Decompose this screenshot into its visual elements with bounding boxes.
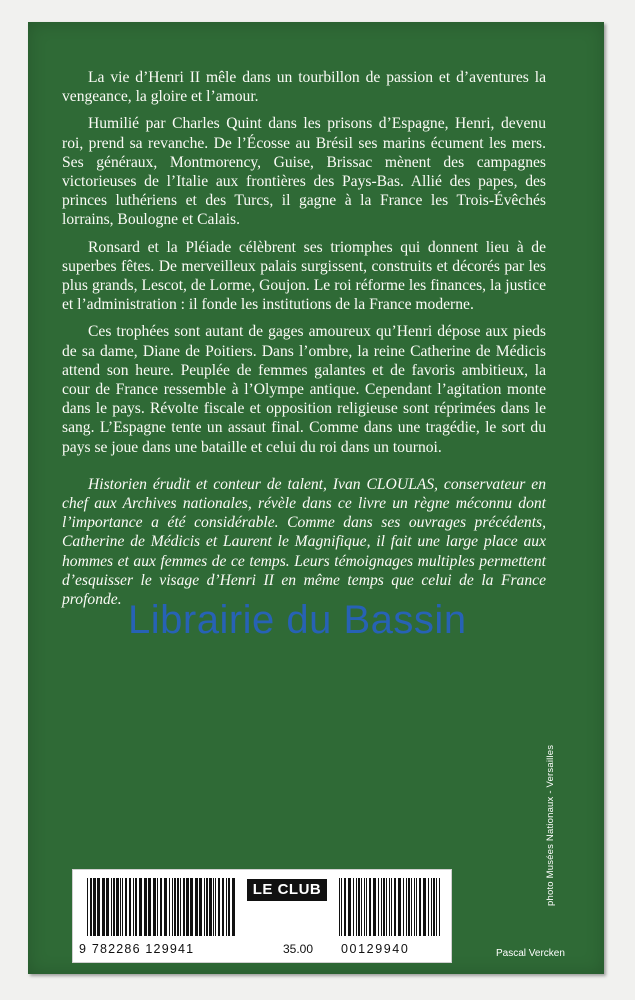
- barcode-bar: [433, 878, 435, 936]
- barcode-bar: [148, 878, 151, 936]
- isbn-number: 9 782286 129941: [79, 942, 195, 956]
- author-bio-block: [62, 475, 546, 609]
- barcode-bar: [428, 878, 429, 936]
- barcode-bar: [139, 878, 142, 936]
- barcode-bar: [232, 878, 235, 936]
- barcode-bar: [226, 878, 227, 936]
- barcode-bar: [358, 878, 360, 936]
- barcode-bar: [199, 878, 202, 936]
- photo-credit: photo Musées Nationaux - Versailles: [545, 744, 556, 906]
- barcode-bar: [116, 878, 119, 936]
- barcode-bar: [169, 878, 170, 936]
- barcode-bar: [394, 878, 396, 936]
- price: 35.00: [283, 942, 314, 956]
- barcode-bar: [378, 878, 379, 936]
- barcode-bar: [383, 878, 385, 936]
- barcode-bar: [416, 878, 417, 936]
- synopsis-paragraph-1: La vie d’Henri II mêle dans un tourbillon de passion et d’aventures la vengeance, la gloire et l’amour.: [62, 69, 546, 106]
- publisher-logo: LE CLUB: [247, 879, 327, 901]
- barcode-bar: [177, 878, 179, 936]
- synopsis-paragraph-4: Ces trophées sont autant de gages amoureux qu’Henri dépose aux pieds de sa dame, Diane de Poitiers. Dans l’ombre, la reine Catherine de Médicis attend son heure. Peuplée de femmes galantes et de favoris ambitieux, la cour de France ressemble à l’Olympe antique. Cependant l’agitation monte dans le pays. Révolte fiscale et opposition religieuse sont réprimées dans le sang. L’Espagne tente un assaut final. Comme dans une tragédie, le sort du pays se joue dans une bataille et celui du roi dans un tournoi.: [62, 323, 546, 456]
- barcode-bar: [106, 878, 109, 936]
- product-code-number: 00129940: [341, 942, 410, 956]
- barcode-bar: [206, 878, 208, 936]
- barcode-bar: [344, 878, 346, 936]
- product-code-barcode: [339, 878, 443, 936]
- barcode-bar: [153, 878, 156, 936]
- barcode-bar: [439, 878, 440, 936]
- barcode-bar: [186, 878, 189, 936]
- isbn-barcode: [87, 878, 235, 936]
- barcode-bar: [135, 878, 137, 936]
- barcode-bar: [341, 878, 342, 936]
- barcode-bar: [391, 878, 392, 936]
- barcode-bar: [406, 878, 407, 936]
- barcode-bar: [215, 878, 216, 936]
- barcode-bar: [398, 878, 401, 936]
- barcode-bar: [120, 878, 121, 936]
- barcode-bar: [102, 878, 105, 936]
- cover-designer: Pascal Vercken: [496, 948, 565, 959]
- author-bio: Historien érudit et conteur de talent, Ivan CLOULAS, conservateur en chef aux Archives nationales, révèle dans ce livre un règne méconnu dont l’importance a été considérable. Comme dans ses ouvrages précédents, Catherine de Médicis et Laurent le Magnifique, il fait une large place aux hommes et aux femmes de ce temps. Leurs témoignages multiples permettent d’esquisser le visage d’Henri II en même temps que celui de la France profonde.: [62, 475, 546, 609]
- barcode-bar: [190, 878, 193, 936]
- barcode-bar: [172, 878, 173, 936]
- barcode-bar: [423, 878, 426, 936]
- barcode-bar: [356, 878, 357, 936]
- barcode-bar: [369, 878, 371, 936]
- barcode-bar: [403, 878, 404, 936]
- bookseller-watermark: Librairie du Bassin: [128, 598, 467, 642]
- barcode-bar: [204, 878, 205, 936]
- barcode-bar: [90, 878, 92, 936]
- barcode-bar: [180, 878, 181, 936]
- barcode-bar: [97, 878, 100, 936]
- barcode-bar: [111, 878, 112, 936]
- synopsis-paragraph-3: Ronsard et la Pléiade célèbrent ses triomphes qui donnent lieu à de superbes fêtes. De merveilleux palais surgissent, construits et décorés par les plus grands, Lescot, de Lorme, Goujon. Le roi réforme les finances, la justice et l’administration : il fonde les institutions de la France moderne.: [62, 238, 546, 314]
- barcode-bar: [389, 878, 390, 936]
- barcode-bar: [386, 878, 387, 936]
- barcode-bar: [339, 878, 340, 936]
- barcode-bar: [419, 878, 421, 936]
- barcode-bar: [218, 878, 220, 936]
- barcode-bar: [113, 878, 115, 936]
- barcode-bar: [93, 878, 96, 936]
- barcode-bar: [195, 878, 198, 936]
- barcode-bar: [164, 878, 167, 936]
- barcode-bar: [373, 878, 376, 936]
- barcode-panel: [72, 869, 452, 963]
- barcode-bar: [157, 878, 158, 936]
- barcode-bar: [174, 878, 176, 936]
- barcode-bar: [129, 878, 131, 936]
- barcode-bar: [87, 878, 88, 936]
- barcode-bar: [209, 878, 212, 936]
- barcode-bar: [361, 878, 362, 936]
- barcode-bar: [348, 878, 351, 936]
- barcode-bar: [133, 878, 134, 936]
- barcode-bar: [353, 878, 354, 936]
- barcode-bar: [222, 878, 224, 936]
- barcode-bar: [381, 878, 382, 936]
- barcode-bar: [364, 878, 365, 936]
- barcode-bar: [213, 878, 214, 936]
- barcode-bar: [431, 878, 432, 936]
- barcode-bar: [408, 878, 410, 936]
- barcode-bar: [436, 878, 437, 936]
- barcode-bar: [183, 878, 185, 936]
- barcode-bar: [122, 878, 123, 936]
- barcode-bar: [414, 878, 415, 936]
- synopsis-text: [62, 68, 546, 617]
- barcode-bar: [366, 878, 367, 936]
- synopsis-paragraph-2: Humilié par Charles Quint dans les prisons d’Espagne, Henri, devenu roi, prend sa revanche. De l’Écosse au Brésil ses marins écument les mers. Ses généraux, Montmorency, Guise, Brissac mènent des campagnes victorieuses de l’Italie aux frontières des Pays-Bas. Allié des papes, des princes luthériens et des Turcs, il gagne à la France les Trois-Évêchés lorrains, Boulogne et Calais.: [62, 115, 546, 229]
- barcode-bar: [228, 878, 230, 936]
- barcode-bar: [125, 878, 127, 936]
- barcode-bar: [411, 878, 412, 936]
- barcode-bar: [160, 878, 162, 936]
- barcode-bar: [144, 878, 147, 936]
